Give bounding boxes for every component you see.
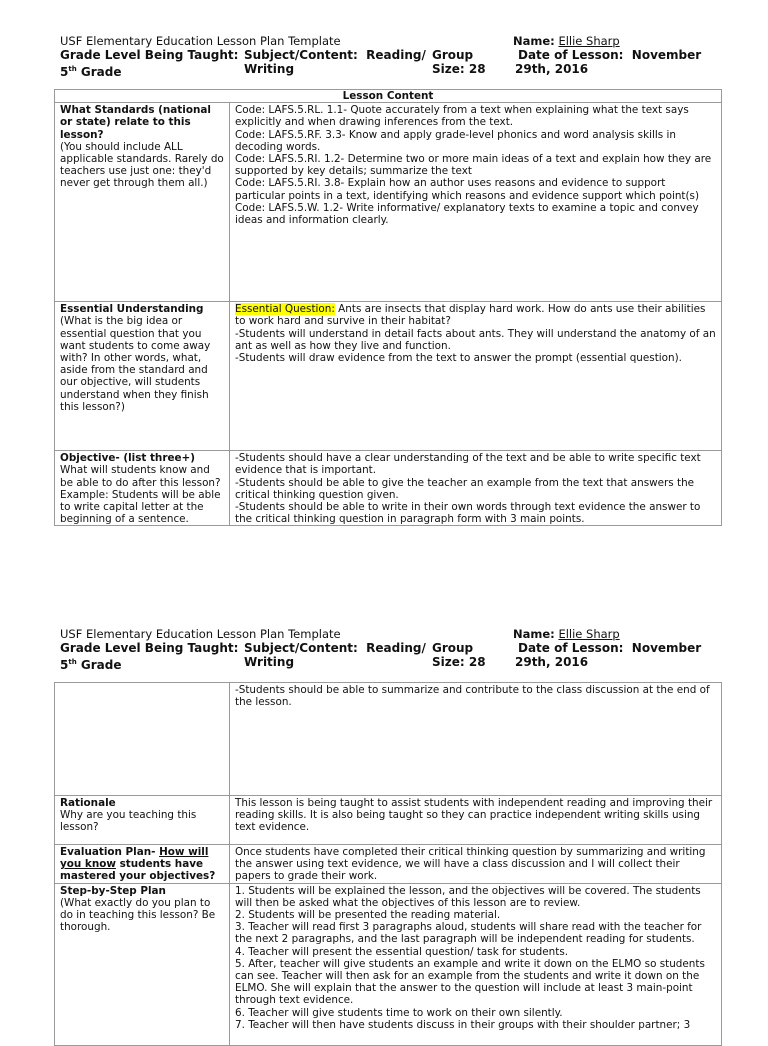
evaluation-label-part2: students have mastered your objectives? xyxy=(60,858,216,883)
continued-row xyxy=(55,683,722,796)
grade-word: Grade xyxy=(80,65,122,79)
lesson-content-caption: Lesson Content xyxy=(55,90,722,103)
name-label: Name: xyxy=(513,627,555,641)
step-line: 3. Teacher will read first 3 paragraphs aloud, students will share read with the teacher for the next 2 paragraphs, and the last paragraph will be independent reading for students. xyxy=(235,921,702,946)
step-line: 1. Students will be explained the lesson, and the objectives will be covered. The students will then be asked what the objectives of this lesson are to review. xyxy=(235,884,701,909)
subject-value-2: Writing xyxy=(244,62,295,76)
essential-line: -Students will draw evidence from the text to answer the prompt (essential question). xyxy=(235,352,682,365)
grade-suffix: th xyxy=(68,65,77,73)
subject-value-2: Writing xyxy=(244,655,295,669)
template-title: USF Elementary Education Lesson Plan Template xyxy=(60,627,341,641)
objective-line: -Students should be able to give the teacher an example from the text that answers the critical thinking question given. xyxy=(235,476,695,501)
objective-line: -Students should be able to write in their own words through text evidence the answer to the critical thinking question in paragraph form with 3 main points. xyxy=(235,501,701,526)
name-field xyxy=(513,628,620,642)
rationale-row xyxy=(55,796,722,845)
evaluation-text: Once students have completed their critical thinking question by summarizing and writing the answer using text evidence, we will have a class discussion and I will collect their papers to grade their work. xyxy=(235,846,706,883)
group-size: Size: 28 xyxy=(432,655,486,669)
grade-number: 5 xyxy=(60,65,69,79)
evaluation-label-underlined: How will you know xyxy=(60,846,209,871)
grade-label: Grade Level Being Taught: xyxy=(60,48,239,62)
date-label xyxy=(518,49,701,63)
step-line: 6. Teacher will give students time to work on their own silently. xyxy=(235,1006,563,1019)
rationale-label-cell xyxy=(55,796,230,845)
rationale-text: This lesson is being taught to assist students with independent reading and improving their reading skills. It is also being taught so they can practice independent writing skills using text evidence. xyxy=(235,797,713,834)
standard-line: Code: LAFS.5.W. 1.2- Write informative/ explanatory texts to examine a topic and convey ideas and information clearly. xyxy=(235,201,699,227)
rationale-note: Why are you teaching this lesson? xyxy=(60,809,197,834)
subject-value-1: Reading/ xyxy=(366,641,426,655)
subject-label-text: Subject/Content: xyxy=(244,48,358,62)
date-month: November xyxy=(631,48,702,62)
standard-line: Code: LAFS.5.RL. 1.1- Quote accurately from a text when explaining what the text says explicitly and when drawing inferences from the text. xyxy=(235,104,689,129)
rationale-content-cell xyxy=(230,796,722,845)
grade-value xyxy=(60,63,121,80)
steps-note: (What exactly do you plan to do in teaching this lesson? Be thorough. xyxy=(60,896,216,934)
date-label-text: Date of Lesson: xyxy=(518,48,624,62)
date-month: November xyxy=(631,641,702,655)
rationale-label: Rationale xyxy=(60,797,116,809)
group-label: Group xyxy=(432,641,474,655)
date-label-text: Date of Lesson: xyxy=(518,641,624,655)
lesson-content-table xyxy=(54,89,722,526)
standards-label-cell xyxy=(55,103,230,302)
page1-header xyxy=(60,35,730,79)
date-label xyxy=(518,642,701,656)
group-label: Group xyxy=(432,48,474,62)
standard-line: Code: LAFS.5.RF. 3.3- Know and apply grade-level phonics and word analysis skills in decoding words. xyxy=(235,128,676,153)
evaluation-label xyxy=(60,846,225,883)
essential-row xyxy=(55,302,722,451)
essential-label-cell xyxy=(55,302,230,451)
grade-value xyxy=(60,656,121,673)
grade-label: Grade Level Being Taught: xyxy=(60,641,239,655)
objective-content-cell xyxy=(230,451,722,526)
objective-line: -Students should have a clear understanding of the text and be able to write specific text evidence that is important. xyxy=(235,452,701,477)
grade-number: 5 xyxy=(60,658,69,672)
evaluation-row xyxy=(55,845,722,884)
continued-label-cell xyxy=(55,683,230,796)
standards-content-cell xyxy=(230,103,722,302)
standards-label: What Standards (national or state) relate to this lesson? xyxy=(60,104,211,141)
evaluation-label-cell xyxy=(55,845,230,884)
objective-row xyxy=(55,451,722,526)
steps-content-cell xyxy=(230,883,722,1045)
essential-question xyxy=(235,303,717,327)
steps-label-cell xyxy=(55,883,230,1045)
essential-label: Essential Understanding xyxy=(60,303,204,316)
name-field xyxy=(513,35,620,49)
name-label: Name: xyxy=(513,34,555,48)
group-size: Size: 28 xyxy=(432,62,486,76)
objective-label: Objective- (list three+) xyxy=(60,452,195,465)
date-rest: 29th, 2016 xyxy=(515,62,589,76)
standard-line: Code: LAFS.5.RI. 1.2- Determine two or more main ideas of a text and explain how they are supported by key details; summarize the text xyxy=(235,153,712,178)
subject-label xyxy=(244,642,426,656)
standards-note: (You should include ALL applicable standards. Rarely do teachers use just one: they'd never get through them all.) xyxy=(60,140,224,190)
grade-word: Grade xyxy=(80,658,122,672)
steps-label: Step-by-Step Plan xyxy=(60,884,166,897)
subject-label xyxy=(244,49,426,63)
objective-line: -Students should be able to summarize and contribute to the class discussion at the end of the lesson. xyxy=(235,684,710,709)
step-line: 5. After, teacher will give students an example and write it down on the ELMO so students can see. Teacher will then ask for an example from the students and write it down on the ELMO. She will explain that the answer to the question will include at least 3 main-point through text evidence. xyxy=(235,957,705,1007)
steps-row xyxy=(55,883,722,1045)
name-value: Ellie Sharp xyxy=(558,627,620,641)
step-line: 2. Students will be presented the reading material. xyxy=(235,909,501,922)
template-title: USF Elementary Education Lesson Plan Template xyxy=(60,34,341,48)
essential-question-highlight: Essential Question: xyxy=(235,303,335,316)
step-line: 7. Teacher will then have students discuss in their groups with their shoulder partner; 3 xyxy=(235,1018,691,1031)
date-rest: 29th, 2016 xyxy=(515,655,589,669)
evaluation-content-cell xyxy=(230,845,722,884)
grade-suffix: th xyxy=(68,658,77,666)
subject-value-1: Reading/ xyxy=(366,48,426,62)
step-line: 4. Teacher will present the essential question/ task for students. xyxy=(235,945,569,958)
continued-content-cell xyxy=(230,683,722,796)
essential-line: -Students will understand in detail facts about ants. They will understand the anatomy of an ant as well as how they live and function. xyxy=(235,327,716,352)
table-caption-row xyxy=(55,90,722,103)
essential-note: (What is the big idea or essential question that you want students to come away with? In other words, what, aside from the standard and our objective, will students understand when they finish this lesson?) xyxy=(60,315,211,413)
objective-label-cell xyxy=(55,451,230,526)
name-value: Ellie Sharp xyxy=(558,34,620,48)
objective-note: What will students know and be able to do after this lesson? Example: Students will be able to write capital letter at the beginning of a sentence. xyxy=(60,464,221,526)
lesson-plan-table-continued xyxy=(54,682,722,1046)
page2-header xyxy=(60,628,730,672)
essential-content-cell xyxy=(230,302,722,451)
evaluation-label-part1: Evaluation Plan- xyxy=(60,846,160,858)
subject-label-text: Subject/Content: xyxy=(244,641,358,655)
standard-line: Code: LAFS.5.RI. 3.8- Explain how an author uses reasons and evidence to support particular points in a text, identifying which reasons and evidence support which point(s) xyxy=(235,177,700,202)
standards-row xyxy=(55,103,722,302)
essential-question-text: Ants are insects that display hard work. How do ants use their abilities to work hard and survive in their habitat? xyxy=(235,303,706,328)
